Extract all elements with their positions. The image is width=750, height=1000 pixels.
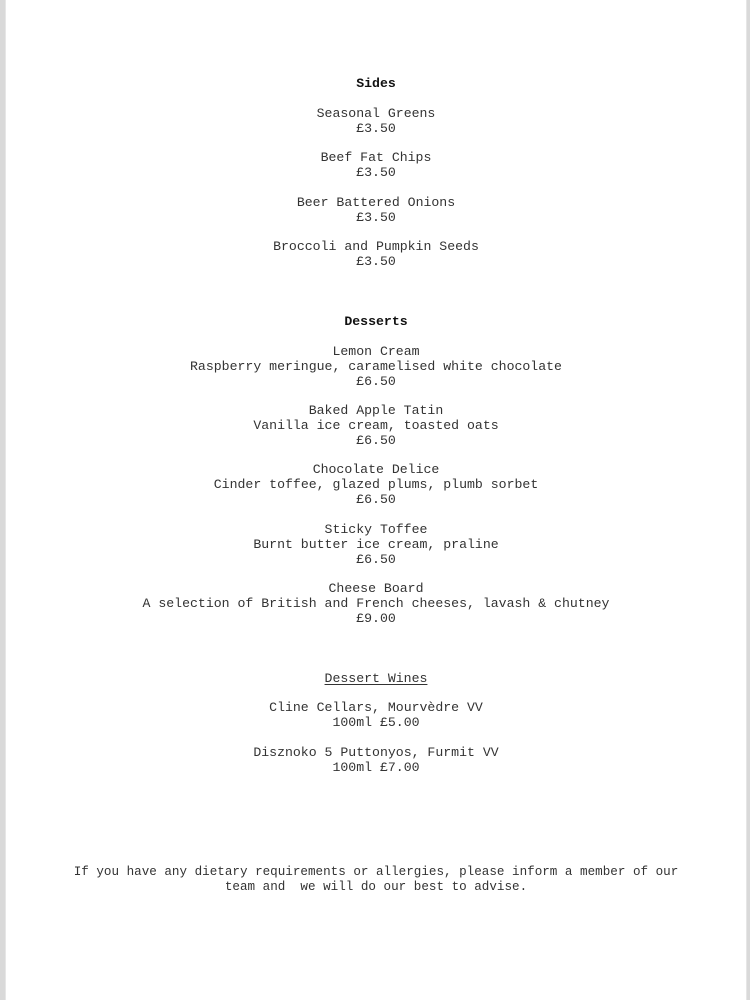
item-price: £3.50 <box>356 209 396 225</box>
item-price: £6.50 <box>356 491 396 507</box>
item-name: Seasonal Greens <box>316 106 436 121</box>
item-description: A selection of British and French cheeses, lavash & chutney <box>142 595 610 611</box>
menu-item-broccoli-pumpkin-seeds <box>6 240 746 270</box>
wine-name: Cline Cellars, Mourvèdre VV <box>269 700 483 715</box>
wine-item-cline-cellars <box>6 701 746 731</box>
menu-item-beef-fat-chips <box>6 151 746 181</box>
item-price: £6.50 <box>356 373 396 389</box>
item-name: Cheese Board <box>328 581 424 596</box>
item-price: £3.50 <box>356 253 396 269</box>
item-description: Vanilla ice cream, toasted oats <box>253 417 499 433</box>
item-description: Burnt butter ice cream, praline <box>253 536 499 552</box>
item-name: Beef Fat Chips <box>320 150 432 165</box>
item-description: Cinder toffee, glazed plums, plumb sorbet <box>213 476 539 492</box>
item-description: Raspberry meringue, caramelised white chocolate <box>190 358 562 374</box>
wine-price: 100ml £7.00 <box>332 759 420 775</box>
menu-page <box>5 0 747 1000</box>
item-price: £6.50 <box>356 432 396 448</box>
menu-item-sticky-toffee <box>6 523 746 567</box>
item-price: £3.50 <box>356 164 396 180</box>
item-name: Baked Apple Tatin <box>308 403 444 418</box>
item-name: Lemon Cream <box>332 344 420 359</box>
allergy-notice-line-2: team and we will do our best to advise. <box>224 879 528 894</box>
menu-item-cheese-board <box>6 582 746 626</box>
item-name: Beer Battered Onions <box>296 195 456 210</box>
wine-name: Disznoko 5 Puttonyos, Furmit VV <box>253 745 499 760</box>
allergy-notice-line-1: If you have any dietary requirements or allergies, please inform a member of our <box>73 865 679 879</box>
item-name: Broccoli and Pumpkin Seeds <box>273 239 479 254</box>
menu-item-beer-battered-onions <box>6 196 746 226</box>
dessert-wines-heading-row <box>6 672 746 687</box>
sides-heading: Sides <box>356 76 396 91</box>
item-price: £3.50 <box>356 120 396 136</box>
menu-item-baked-apple-tatin <box>6 404 746 448</box>
item-price: £9.00 <box>356 610 396 626</box>
allergy-notice <box>66 865 686 894</box>
item-price: £6.50 <box>356 551 396 567</box>
wine-price: 100ml £5.00 <box>332 714 420 730</box>
item-name: Sticky Toffee <box>324 522 428 537</box>
wine-item-disznoko <box>6 746 746 776</box>
dessert-wines-heading: Dessert Wines <box>324 671 428 686</box>
desserts-heading: Desserts <box>344 314 408 329</box>
item-name: Chocolate Delice <box>312 462 440 477</box>
menu-item-lemon-cream <box>6 345 746 389</box>
menu-item-seasonal-greens <box>6 107 746 137</box>
menu-item-chocolate-delice <box>6 463 746 507</box>
